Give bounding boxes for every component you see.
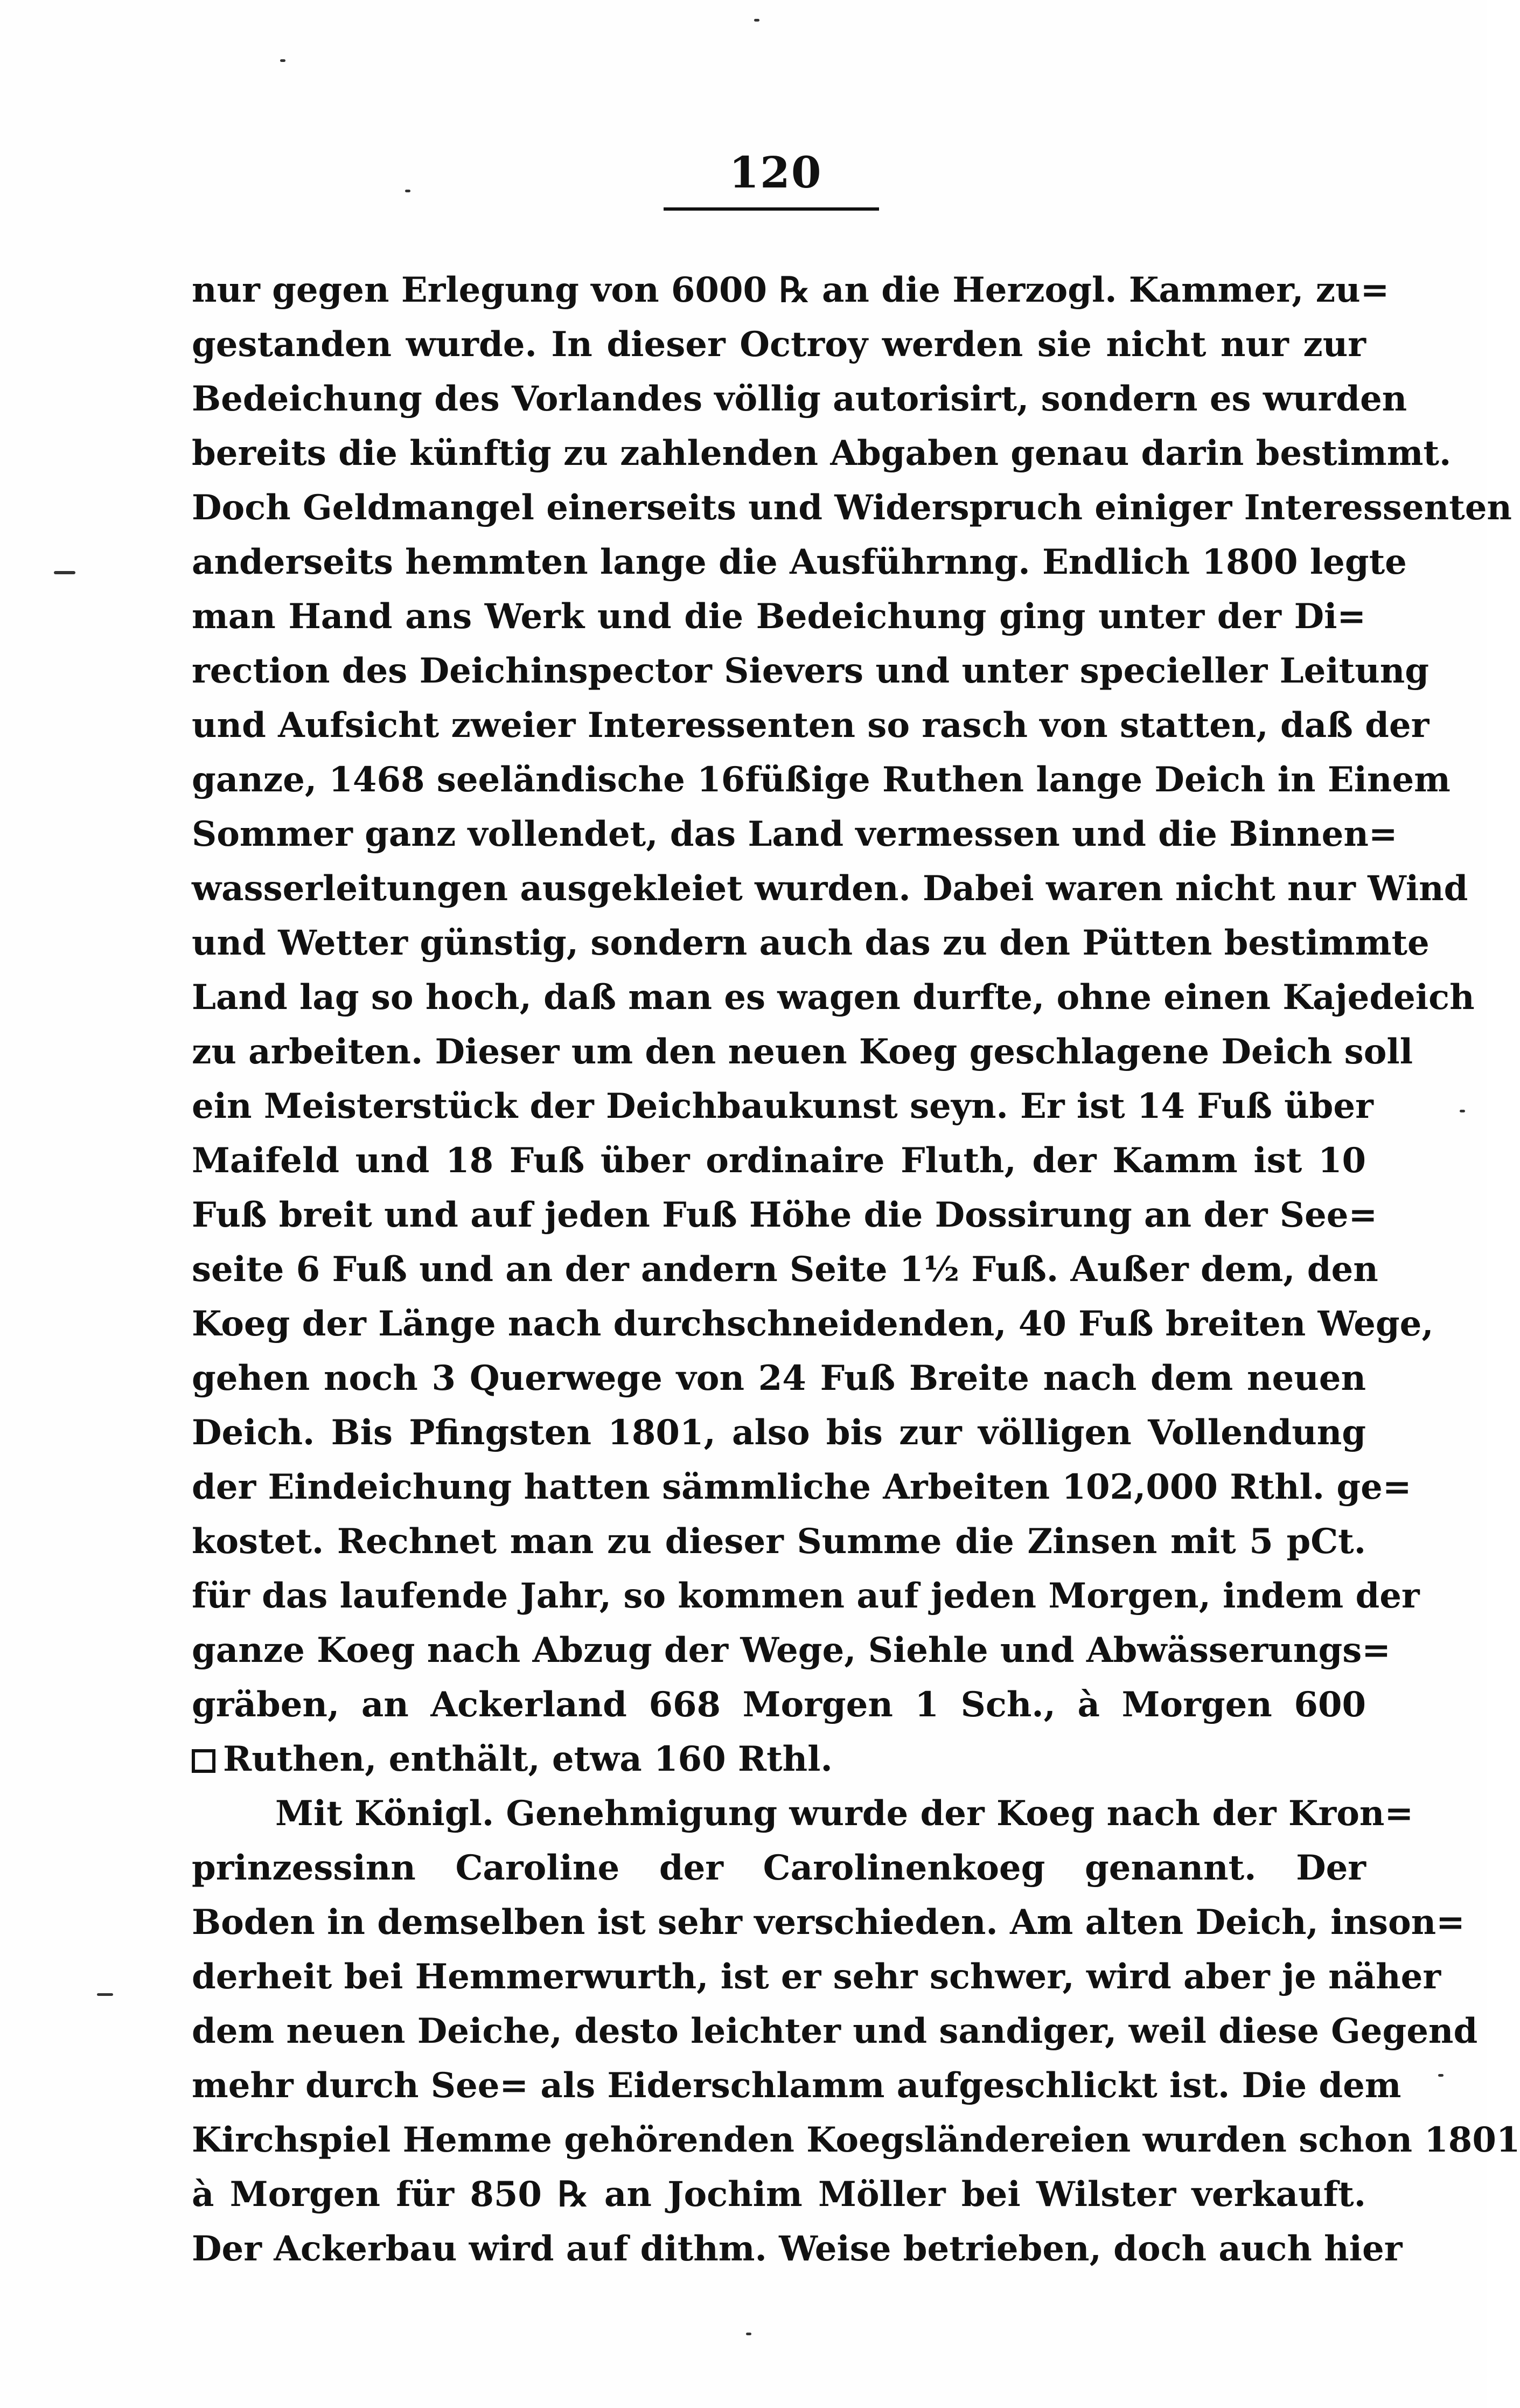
print-speck — [280, 59, 285, 62]
text-line: und Wetter günstig, sondern auch das zu den Pütten bestimmte — [192, 923, 1430, 963]
print-speck — [97, 1993, 113, 1996]
text-line: ganze, 1468 seeländische 16füßige Ruthen lange Deich in Einem — [192, 760, 1451, 800]
text-line: Doch Geldmangel einerseits und Widerspruch einiger Interessenten — [192, 488, 1512, 528]
text-line: kostet. Rechnet man zu dieser Summe die Zinsen mit 5 pCt. — [192, 1521, 1366, 1562]
text-line: gräben, an Ackerland 668 Morgen 1 Sch., à Morgen 600 — [192, 1685, 1366, 1725]
text-line: ganze Koeg nach Abzug der Wege, Siehle und Abwässerungs= — [192, 1630, 1391, 1671]
text-line: nur gegen Erlegung von 6000 ℞ an die Herzogl. Kammer, zu= — [192, 270, 1390, 310]
print-speck — [754, 19, 759, 22]
text-line: Boden in demselben ist sehr verschieden. Am alten Deich, inson= — [192, 1902, 1465, 1943]
text-line: rection des Deichinspector Sievers und unter specieller Leitung — [192, 651, 1430, 691]
text-line: zu arbeiten. Dieser um den neuen Koeg geschlagene Deich soll — [192, 1032, 1413, 1072]
header-rule — [664, 207, 879, 211]
text-line: Koeg der Länge nach durchschneidenden, 40 Fuß breiten Wege, — [192, 1304, 1434, 1344]
text-line: seite 6 Fuß und an der andern Seite 1½ Fuß. Außer dem, den — [192, 1249, 1378, 1290]
text-line: und Aufsicht zweier Interessenten so rasch von statten, daß der — [192, 705, 1430, 746]
page-number: 120 — [729, 147, 822, 198]
text-line: Bedeichung des Vorlandes völlig autorisirt, sondern es wurden — [192, 379, 1407, 419]
print-speck — [405, 190, 410, 192]
text-line: Sommer ganz vollendet, das Land vermessen und die Binnen= — [192, 814, 1398, 854]
text-line: prinzessinn Caroline der Carolinenkoeg genannt. Der — [192, 1848, 1366, 1888]
body-text — [192, 263, 1520, 2276]
print-speck — [1460, 1110, 1465, 1112]
paragraph-first-line: Mit Königl. Genehmigung wurde der Koeg nach der Kron= — [275, 1793, 1414, 1834]
text-line: Der Ackerbau wird auf dithm. Weise betrieben, doch auch hier — [192, 2229, 1403, 2269]
text-line: gehen noch 3 Querwege von 24 Fuß Breite nach dem neuen — [192, 1358, 1366, 1398]
text-line: dem neuen Deiche, desto leichter und sandiger, weil diese Gegend — [192, 2011, 1478, 2051]
text-line-last — [192, 1732, 1366, 1786]
text-line: für das laufende Jahr, so kommen auf jeden Morgen, indem der — [192, 1576, 1420, 1616]
print-speck — [54, 571, 75, 574]
print-speck — [1438, 2074, 1444, 2077]
text-line: wasserleitungen ausgekleiet wurden. Dabei waren nicht nur Wind — [192, 868, 1468, 909]
text-line: Land lag so hoch, daß man es wagen durfte, ohne einen Kajedeich — [192, 977, 1475, 1018]
text-line: ein Meisterstück der Deichbaukunst seyn. Er ist 14 Fuß über — [192, 1086, 1373, 1126]
text-line: der Eindeichung hatten sämmliche Arbeiten 102,000 Rthl. ge= — [192, 1467, 1412, 1507]
text-line: gestanden wurde. In dieser Octroy werden sie nicht nur zur — [192, 324, 1366, 365]
text-line: man Hand ans Werk und die Bedeichung ging unter der Di= — [192, 596, 1366, 637]
print-speck — [746, 2333, 751, 2335]
square-symbol-icon — [192, 1749, 215, 1773]
text-line: Kirchspiel Hemme gehörenden Koegsländereien wurden schon 1801 — [192, 2120, 1520, 2160]
text-line: derheit bei Hemmerwurth, ist er sehr schwer, wird aber je näher — [192, 1957, 1441, 1997]
text-line: anderseits hemmten lange die Ausführnng. Endlich 1800 legte — [192, 542, 1407, 582]
text-line: mehr durch See= als Eiderschlamm aufgeschlickt ist. Die dem — [192, 2065, 1402, 2106]
text-line: Fuß breit und auf jeden Fuß Höhe die Dossirung an der See= — [192, 1195, 1378, 1235]
text-line: Deich. Bis Pfingsten 1801, also bis zur völligen Vollendung — [192, 1412, 1366, 1453]
text-line: Maifeld und 18 Fuß über ordinaire Fluth, der Kamm ist 10 — [192, 1140, 1366, 1181]
text-line: à Morgen für 850 ℞ an Jochim Möller bei Wilster verkauft. — [192, 2174, 1366, 2215]
text-line-last-text: Ruthen, enthält, etwa 160 Rthl. — [223, 1739, 833, 1779]
text-line: bereits die künftig zu zahlenden Abgaben genau darin bestimmt. — [192, 433, 1452, 474]
